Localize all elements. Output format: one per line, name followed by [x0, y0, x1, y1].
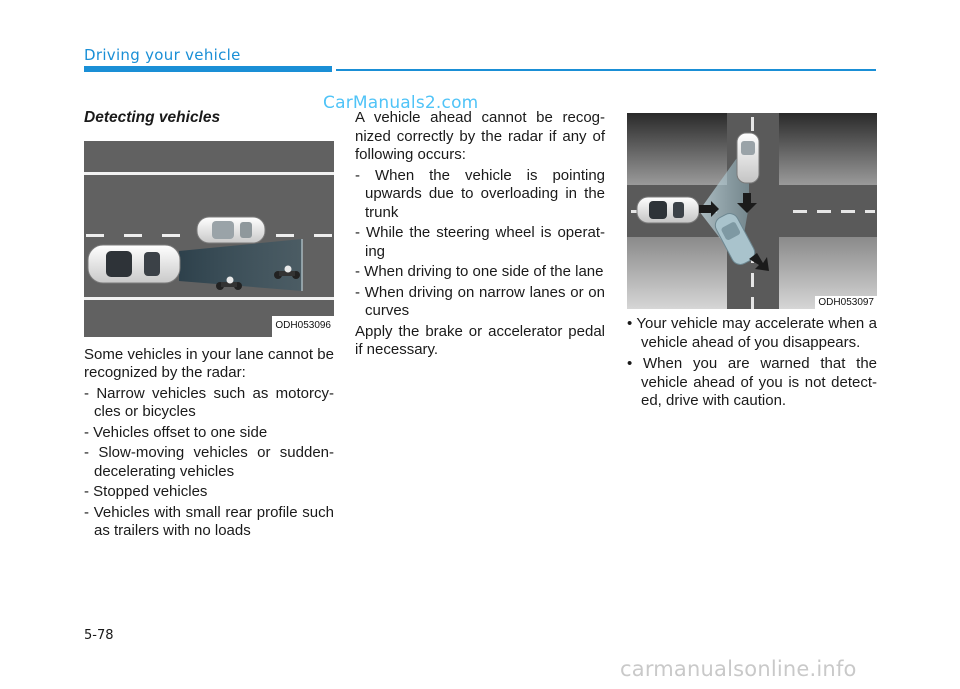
list-item: - When driving on narrow lanes or on curves: [355, 283, 605, 319]
header-rule-thick: [84, 66, 332, 72]
figure-code: ODH053096: [272, 316, 334, 337]
outro-text: Apply the brake or accelerator pedal if necessary.: [355, 322, 605, 358]
list-item: - Slow-moving vehicles or sudden-decelerating vehicles: [84, 444, 334, 480]
column-2: [355, 109, 605, 362]
figure-code: ODH053097: [815, 296, 877, 309]
list-item: - When driving to one side of the lane: [355, 263, 604, 280]
list-item: - Narrow vehicles such as motorcy-cles or bicycles: [84, 384, 334, 420]
figure-radar-intersection: [627, 113, 877, 309]
list-item: - While the steering wheel is operat-ing: [355, 224, 605, 260]
intro-text: Some vehicles in your lane cannot be recognized by the radar:: [84, 345, 334, 381]
list-item: - Stopped vehicles: [84, 483, 208, 500]
intro-text: A vehicle ahead cannot be recog-nized correctly by the radar if any of following occurs:: [355, 109, 605, 163]
section-heading: Detecting vehicles: [84, 109, 221, 126]
watermark-top: CarManuals2.com: [323, 93, 479, 113]
radar-lane-illustration: [84, 141, 334, 337]
column-3: [627, 315, 877, 414]
bullet-item: • Your vehicle may accelerate when a vehicle ahead of you disappears.: [627, 315, 877, 351]
page-number: 5-78: [84, 628, 114, 643]
list-item: - Vehicles with small rear profile such as trailers with no loads: [84, 503, 334, 539]
radar-intersection-illustration: [627, 113, 877, 309]
list-item: - When the vehicle is pointing upwards due to overloading in the trunk: [355, 166, 605, 221]
list-item: - Vehicles offset to one side: [84, 423, 268, 441]
figure-radar-lane: [84, 141, 334, 337]
column-1: [84, 109, 334, 543]
watermark-bottom: carmanualsonline.info: [620, 657, 857, 681]
bullet-item: • When you are warned that the vehicle ahead of you is not detect-ed, drive with caution.: [627, 355, 877, 409]
section-header-title: Driving your vehicle: [84, 46, 241, 64]
header-rule-thin: [336, 69, 876, 71]
